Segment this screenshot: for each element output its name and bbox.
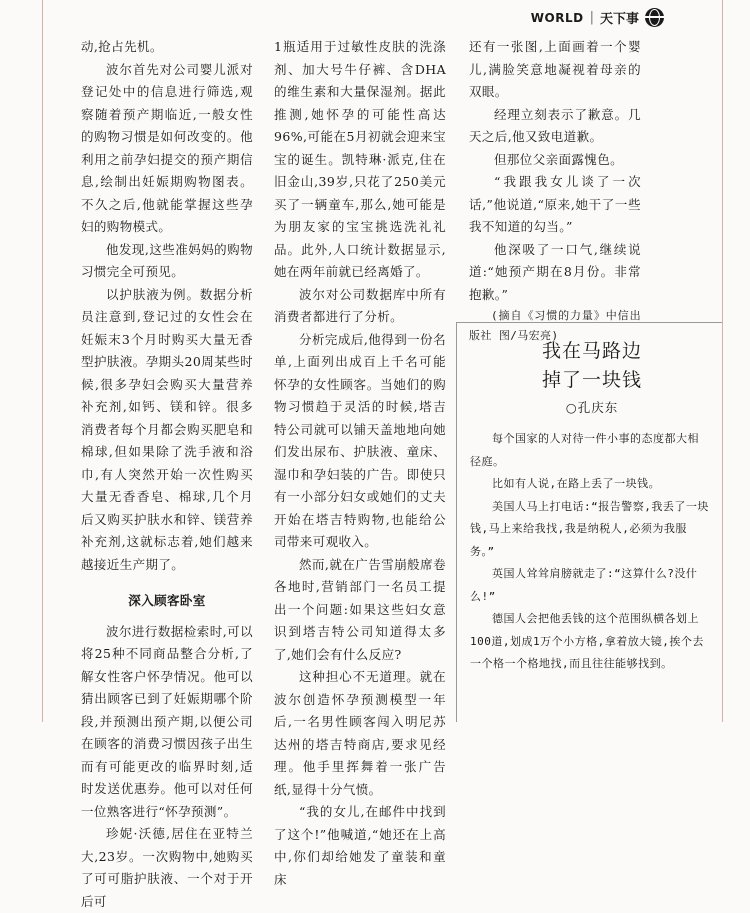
paragraph: 还有一张图,上面画着一个婴儿,满脸笑意地凝视着母亲的双眼。 [469,39,641,99]
essay-paragraph: 美国人马上打电话:“报告警察,我丢了一块钱,马上来给我找,我是纳税人,必须为我服务。” [470,499,709,558]
paragraph: 珍妮·沃德,居住在亚特兰大,23岁。一次购物中,她购买了可可脂护肤液、一个对于开后可 [81,826,253,909]
essay-paragraph: 每个国家的人对待一件小事的态度都大相径庭。 [470,432,699,468]
essay-box-top-rule [456,322,722,323]
globe-icon [645,8,664,27]
paragraph: 经理立刻表示了歉意。几天之后,他又致电道歉。 [469,106,641,144]
paragraph: 这种担心不无道理。就在波尔创造怀孕预测模型一年后,一名男性顾客闯入明尼苏达州的塔吉特商店,要求见经理。他手里挥舞着一张广告纸,显得十分气愤。 [274,669,446,797]
paragraph: “我的女儿,在邮件中找到了这个!”他喊道,“她还在上高中,你们却给她发了童装和童床 [274,804,446,887]
section-label-cn: 天下事 [599,12,639,27]
article-column-2 [274,36,446,891]
paragraph: 波尔对公司数据库中所有消费者都进行了分析。 [274,286,446,324]
essay-box-left-rule [456,322,457,722]
paragraph: 然而,就在广告雪崩般席卷各地时,营销部门一名员工提出一个问题:如果这些妇女意识到塔吉特公司知道得太多了,她们会有什么反应? [274,556,446,662]
essay-title-line-2: 掉了一块钱 [541,369,642,391]
essay-paragraph: 德国人会把他丢钱的这个范围纵横各划上100道,划成1万个小方格,拿着放大镜,挨个去一个格一个格地找,而且往往能够找到。 [470,612,704,670]
essay-paragraph: 比如有人说,在路上丢了一块钱。 [492,477,661,490]
essay-paragraph: 英国人耸耸肩膀就走了:“这算什么?没什么!” [470,567,698,603]
paragraph: 波尔进行数据检索时,可以将25种不同商品整合分析,了解女性客户怀孕情况。他可以猜出顾客已到了妊娠期哪个阶段,并预测出预产期,以便公司在顾客的消费习惯因孩子出生而有可能更改的临界时刻,适时发送优惠券。他可以对任何一位熟客进行“怀孕预测”。 [81,623,253,819]
paragraph: 1瓶适用于过敏性皮肤的洗涤剂、加大号牛仔裤、含DHA的维生素和大量保湿剂。据此推测,她怀孕的可能性高达96%,可能在5月初就会迎来宝宝的诞生。凯特琳·派克,住在旧金山,39岁,只花了250美元买了一辆童车,那么,她可能是为朋友家的宝宝挑选洗礼礼品。此外,人口统计数据显示,她在两年前就已经离婚了。 [274,39,446,279]
paragraph: 他发现,这些准妈妈的购物习惯完全可预见。 [81,241,253,279]
essay-title [476,337,708,395]
paragraph: 以护肤液为例。数据分析员注意到,登记过的女性会在妊娠末3个月时购买大量无香型护肤液。孕期头20周某些时候,很多孕妇会购买大量营养补充剂,如钙、镁和锌。很多消费者每个月都会购买肥皂和棉球,但如果除了洗手液和浴巾,有人突然开始一次性购买大量无香香皂、棉球,几个月后又购买护肤水和锌、镁营养补充剂,这就标志着,她们越来越接近生产期了。 [81,286,253,572]
paragraph: 动,抢占先机。 [81,39,163,54]
essay-author: ○孔庆东 [565,400,619,415]
paragraph: 分析完成后,他得到一份名单,上面列出成百上千名可能怀孕的女性顾客。当她们的购物习惯趋于灵活的时候,塔吉特公司就可以铺天盖地地向她们发出尿布、护肤液、童床、湿巾和孕妇装的广告。即使只有一小部分妇女或她们的丈夫开始在塔吉特购物,也能给公司带来可观收入。 [274,331,446,549]
article-column-1 [81,36,253,913]
paragraph: “我跟我女儿谈了一次话,”他说道,“原来,她干了一些我不知道的勾当。” [469,174,641,234]
left-margin-rule [42,0,43,722]
section-label-en: WORLD [530,10,584,25]
article-column-3 [469,36,641,346]
paragraph: 他深吸了一口气,继续说道:“她预产期在8月份。非常抱歉。” [469,241,641,302]
essay-body [470,428,710,676]
source-credit: (摘自《习惯的力量》中信出版社 图/马宏亮) [469,309,641,342]
header-separator: | [589,10,594,25]
right-margin-rule [722,0,723,722]
paragraph: 波尔首先对公司婴儿派对登记处中的信息进行筛选,观察随着预产期临近,一般女性的购物习惯是如何改变的。他利用之前孕妇提交的预产期信息,绘制出妊娠期购物图表。不久之后,他就能掌握这些孕妇的购物模式。 [81,61,253,234]
section-header [531,8,664,27]
essay-title-line-1: 我在马路边 [541,340,642,362]
subheading: 深入顾客卧室 [128,593,206,608]
paragraph: 但那位父亲面露愧色。 [494,151,624,167]
